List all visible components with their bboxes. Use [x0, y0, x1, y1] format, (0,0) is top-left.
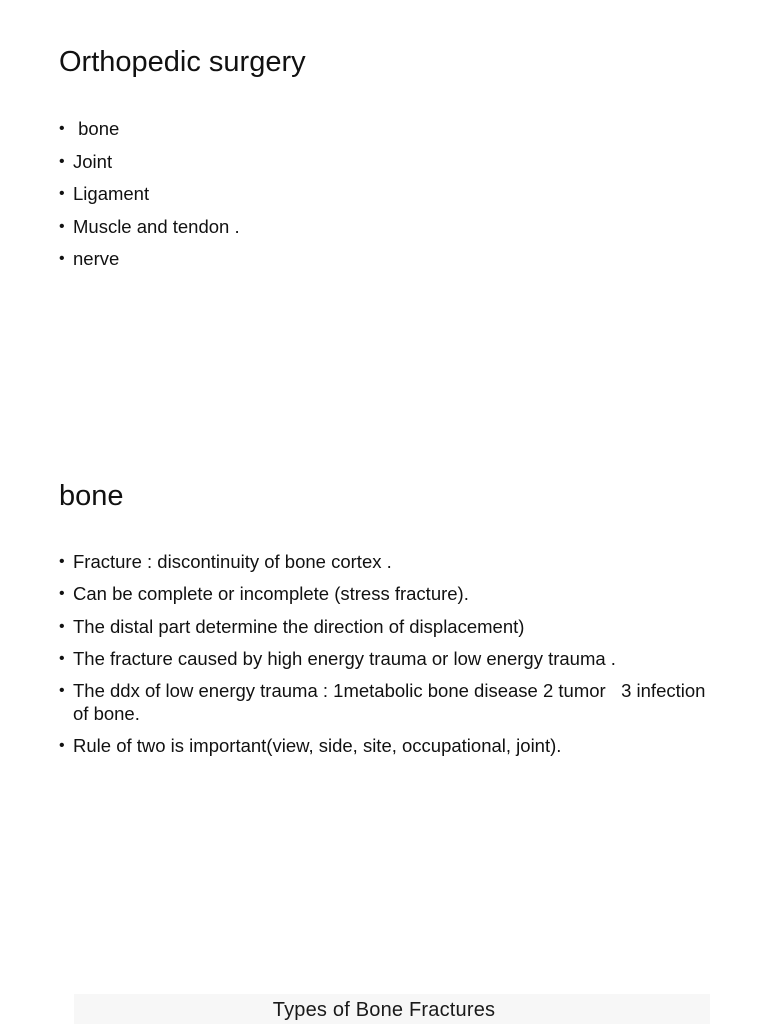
- list-item: [59, 734, 709, 757]
- list-item: [59, 117, 240, 140]
- bullet-icon: •: [59, 649, 65, 667]
- bullet-list: [59, 550, 709, 767]
- bullet-text: Fracture : discontinuity of bone cortex .: [73, 551, 392, 572]
- bullet-icon: •: [59, 185, 65, 203]
- slide-title: Orthopedic surgery: [59, 46, 306, 78]
- list-item: [59, 150, 240, 173]
- slide-title: bone: [59, 480, 124, 512]
- slide-orthopedic-surgery: [0, 0, 768, 432]
- bullet-icon: •: [59, 553, 65, 570]
- bullet-text: Joint: [73, 150, 113, 172]
- list-item: [59, 247, 240, 270]
- list-item: [59, 679, 709, 725]
- list-item: [59, 647, 709, 670]
- bullet-text: The fracture caused by high energy trauma or low energy trauma .: [73, 647, 616, 669]
- bullet-list: [59, 117, 240, 280]
- bullet-icon: •: [59, 152, 65, 170]
- image-caption: Types of Bone Fractures: [272, 999, 496, 1021]
- bullet-text: Can be complete or incomplete (stress fracture).: [73, 583, 469, 605]
- slide-bone: [0, 432, 768, 972]
- bullet-text: nerve: [73, 248, 120, 270]
- bullet-icon: •: [59, 682, 65, 700]
- bullet-icon: •: [59, 217, 65, 235]
- bullet-icon: •: [59, 250, 65, 268]
- bullet-text: The distal part determine the direction of displacement): [73, 615, 525, 637]
- bullet-text: Rule of two is important(view, side, site, occupational, joint).: [73, 735, 562, 757]
- slide-fracture-types: [0, 972, 768, 1024]
- list-item: [59, 215, 240, 238]
- list-item: [59, 615, 709, 638]
- bullet-text: Muscle and tendon .: [73, 215, 240, 237]
- bullet-icon: •: [59, 585, 65, 603]
- bullet-text: bone: [73, 118, 120, 139]
- list-item: [59, 182, 240, 205]
- bullet-icon: •: [59, 120, 65, 137]
- bullet-icon: •: [59, 617, 65, 635]
- bullet-text: Ligament: [73, 183, 150, 205]
- list-item: [59, 582, 709, 605]
- bullet-icon: •: [59, 737, 65, 755]
- bullet-text: The ddx of low energy trauma : 1metabolic bone disease 2 tumor 3 infection of bone.: [73, 680, 711, 725]
- list-item: [59, 550, 709, 573]
